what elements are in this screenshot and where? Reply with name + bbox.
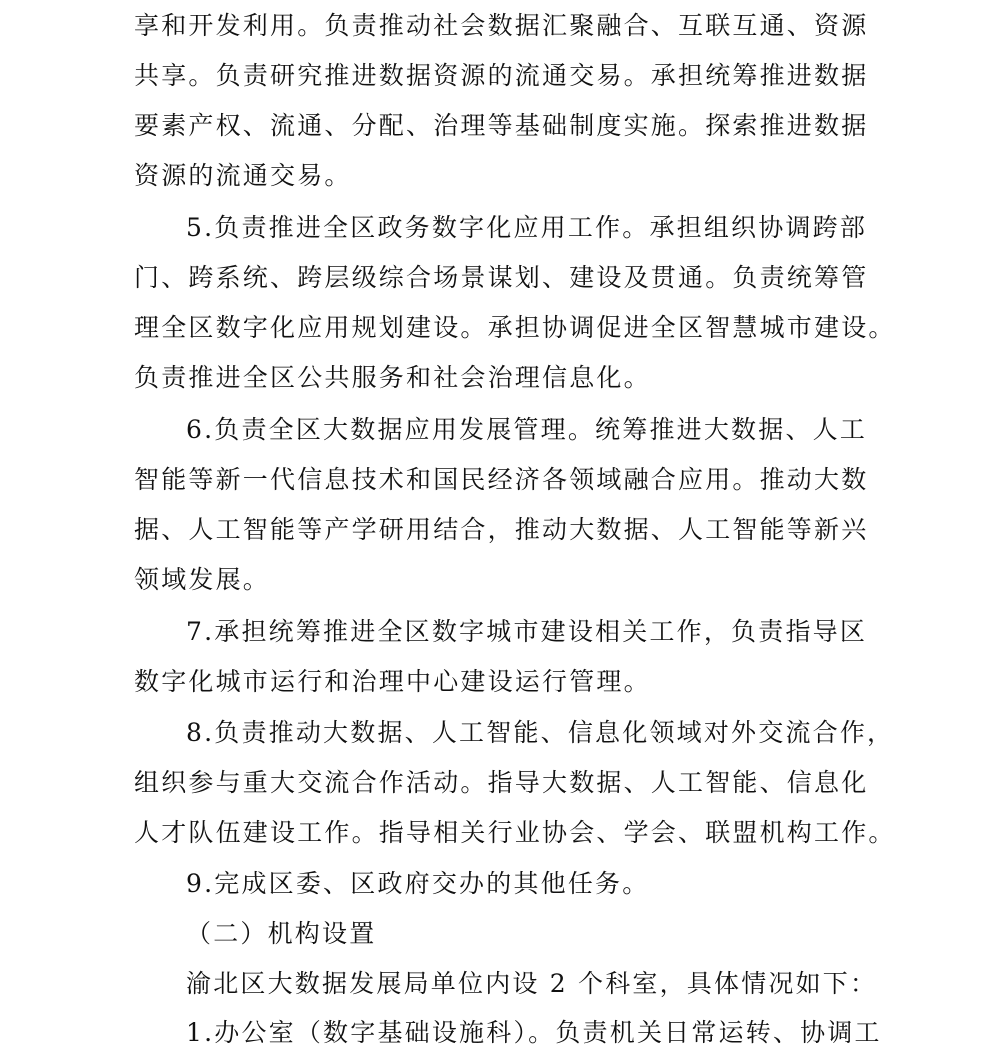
section-intro: 渝北区大数据发展局单位内设 2 个科室，具体情况如下： — [186, 969, 878, 998]
item-9-line-1: 9.完成区委、区政府交办的其他任务。 — [186, 869, 650, 898]
item-6-line-2: 智能等新一代信息技术和国民经济各领域融合应用。推动大数 — [134, 465, 869, 494]
section-heading: （二）机构设置 — [186, 919, 377, 948]
text-line-2: 共享。负责研究推进数据资源的流通交易。承担统筹推进数据 — [134, 61, 869, 90]
sub-item-1-line-1: 1.办公室（数字基础设施科）。负责机关日常运转、协调工 — [186, 1018, 882, 1047]
item-6-line-1: 6.负责全区大数据应用发展管理。统筹推进大数据、人工 — [186, 415, 868, 444]
item-6-line-3: 据、人工智能等产学研用结合，推动大数据、人工智能等新兴 — [134, 515, 869, 544]
item-8-line-2: 组织参与重大交流合作活动。指导大数据、人工智能、信息化 — [134, 768, 869, 797]
item-7-line-2: 数字化城市运行和治理中心建设运行管理。 — [134, 667, 651, 696]
item-5-line-2: 门、跨系统、跨层级综合场景谋划、建设及贯通。负责统筹管 — [134, 263, 869, 292]
item-5-line-3: 理全区数字化应用规划建设。承担协调促进全区智慧城市建设。 — [134, 313, 896, 342]
item-6-line-4: 领域发展。 — [134, 565, 271, 594]
item-5-line-1: 5.负责推进全区政务数字化应用工作。承担组织协调跨部 — [186, 213, 868, 242]
item-8-line-3: 人才队伍建设工作。指导相关行业协会、学会、联盟机构工作。 — [134, 818, 896, 847]
item-8-line-1: 8.负责推动大数据、人工智能、信息化领域对外交流合作， — [186, 718, 895, 747]
item-7-line-1: 7.承担统筹推进全区数字城市建设相关工作，负责指导区 — [186, 617, 868, 646]
text-line-1: 享和开发利用。负责推动社会数据汇聚融合、互联互通、资源 — [134, 11, 869, 40]
item-5-line-4: 负责推进全区公共服务和社会治理信息化。 — [134, 363, 651, 392]
text-line-3: 要素产权、流通、分配、治理等基础制度实施。探索推进数据 — [134, 111, 869, 140]
text-line-4: 资源的流通交易。 — [134, 161, 352, 190]
